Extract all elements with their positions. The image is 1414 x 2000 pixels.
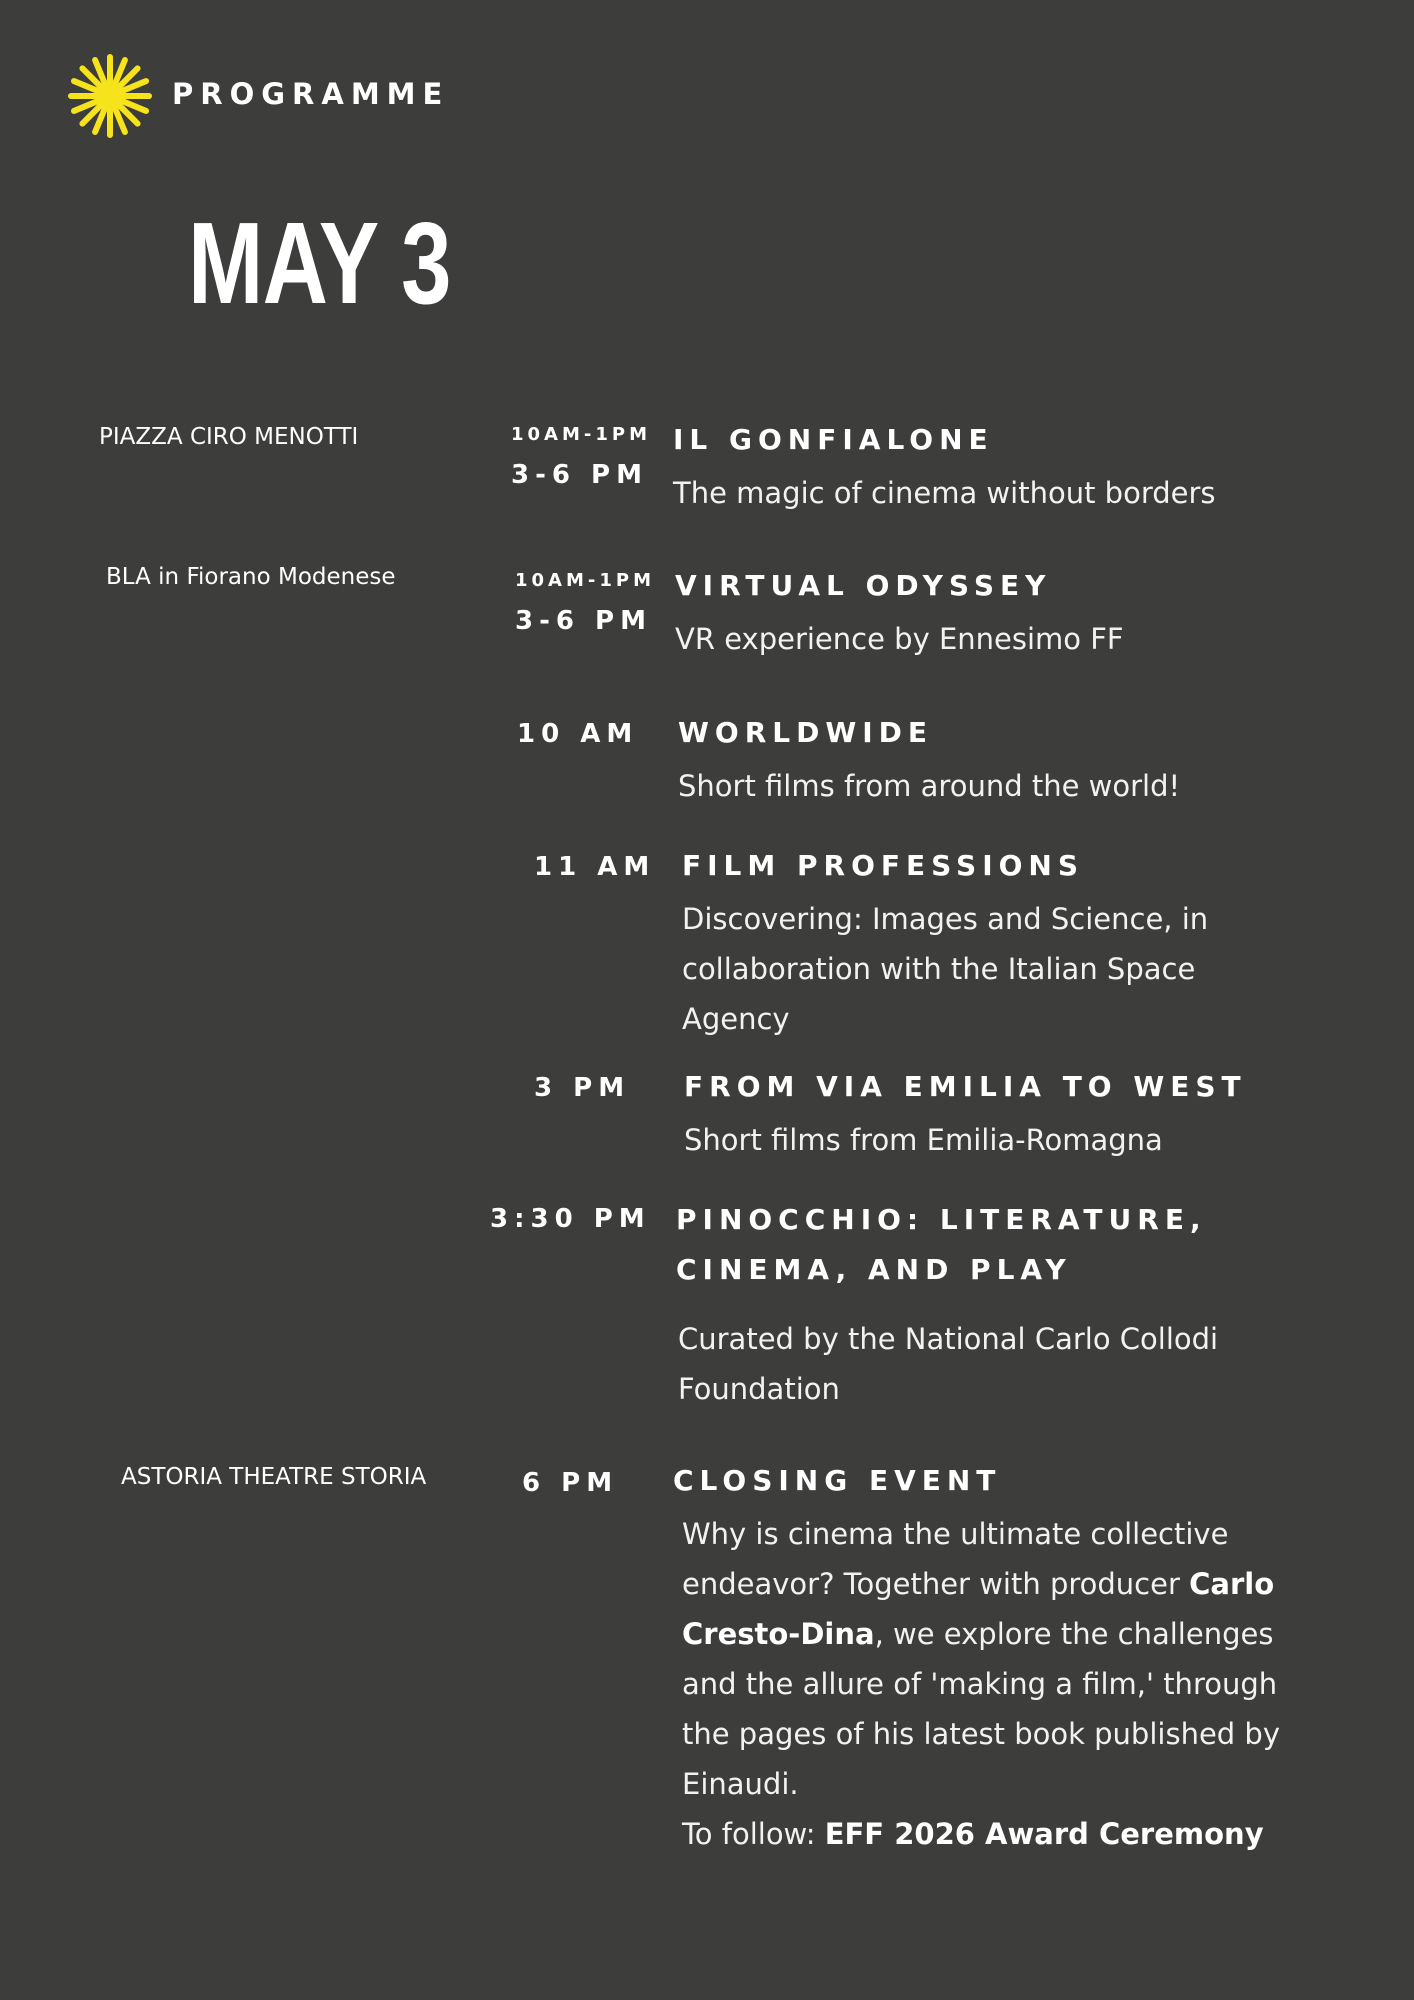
page-title: MAY 3 bbox=[188, 198, 451, 328]
venue-label: ASTORIA THEATRE STORIA bbox=[121, 1464, 427, 1490]
event-time-secondary: 10AM-1PM bbox=[515, 570, 655, 591]
event-description: VR experience by Ennesimo FF bbox=[675, 622, 1124, 656]
event-description: The magic of cinema without borders bbox=[673, 476, 1216, 510]
event-time: 6 PM bbox=[522, 1468, 619, 1498]
event-title: FROM VIA EMILIA TO WEST bbox=[684, 1070, 1247, 1103]
section-label: PROGRAMME bbox=[172, 77, 450, 111]
venue-label: BLA in Fiorano Modenese bbox=[106, 564, 396, 590]
event-title: CINEMA, AND PLAY bbox=[676, 1253, 1072, 1286]
event-description: Short films from Emilia-Romagna bbox=[684, 1123, 1163, 1157]
event-time-secondary: 10AM-1PM bbox=[511, 424, 651, 445]
follow-event: EFF 2026 Award Ceremony bbox=[824, 1817, 1264, 1851]
sunburst-icon bbox=[68, 54, 152, 138]
event-title: FILM PROFESSIONS bbox=[682, 849, 1085, 882]
event-time: 3:30 PM bbox=[490, 1204, 651, 1234]
event-title: IL GONFIALONE bbox=[673, 423, 994, 456]
event-time: 10 AM bbox=[517, 719, 639, 749]
event-time: 3 PM bbox=[534, 1073, 631, 1103]
event-title: CLOSING EVENT bbox=[673, 1464, 1002, 1497]
event-time: 3-6 PM bbox=[511, 460, 648, 490]
event-description bbox=[682, 1509, 1332, 1859]
description-text: Why is cinema the ultimate collective endeavor? Together with producer bbox=[682, 1517, 1229, 1601]
follow-label: To follow: bbox=[682, 1817, 825, 1851]
event-description: Curated by the National Carlo Collodi Foundation bbox=[678, 1322, 1219, 1406]
producer-name: Carlo Cresto-Dina bbox=[682, 1567, 1275, 1651]
description-text: , we explore the challenges and the allure of 'making a film,' through the pages of his latest book published by Einaudi. bbox=[682, 1617, 1280, 1801]
event-time: 3-6 PM bbox=[515, 606, 652, 636]
sunburst-core bbox=[100, 86, 120, 106]
venue-label: PIAZZA CIRO MENOTTI bbox=[99, 424, 359, 450]
event-time: 11 AM bbox=[534, 852, 656, 882]
event-title: PINOCCHIO: LITERATURE, bbox=[676, 1203, 1207, 1236]
event-title: VIRTUAL ODYSSEY bbox=[675, 569, 1052, 602]
event-description: Discovering: Images and Science, in collaboration with the Italian Space Agency bbox=[682, 902, 1209, 1036]
event-title: WORLDWIDE bbox=[678, 716, 934, 749]
event-description: Short films from around the world! bbox=[678, 769, 1181, 803]
